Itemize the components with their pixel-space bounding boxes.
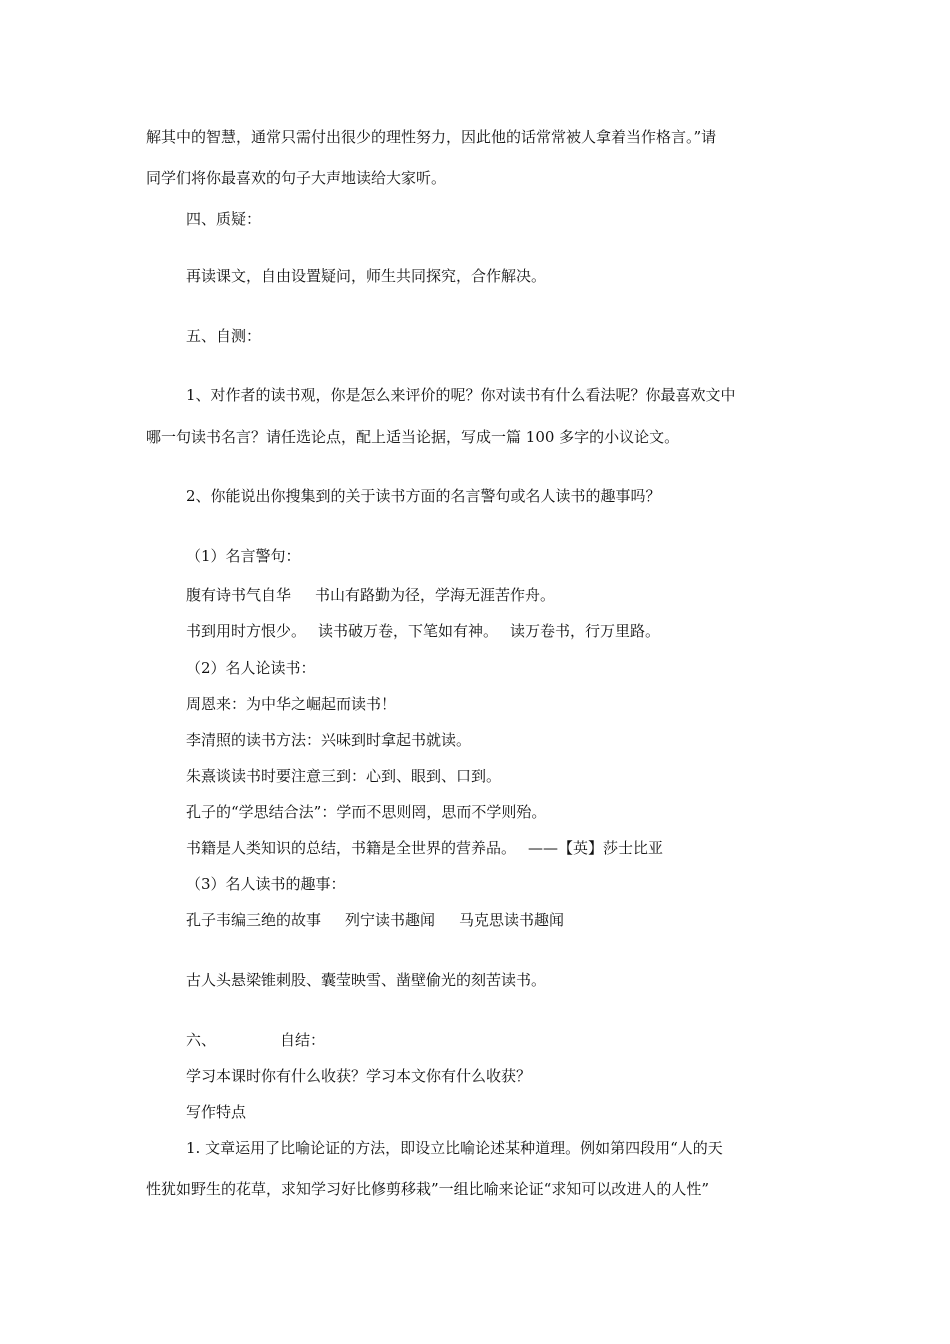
question-1-line1: 1、对作者的读书观，你是怎么来评价的呢？你对读书有什么看法呢？你最喜欢文中 [186,386,736,404]
story-row [186,910,564,930]
story-item: 孔子韦编三绝的故事 [186,911,322,929]
quote-text: 书籍是人类知识的总结，书籍是全世界的营养品。 [186,839,517,857]
quote-row-2 [186,621,660,641]
section-heading-5: 五、自测： [186,327,262,345]
story-item: 列宁读书趣闻 [345,911,436,929]
section-title: 自结： [280,1031,326,1049]
famous-quote: 朱熹谈读书时要注意三到：心到、眼到、口到。 [186,767,502,785]
quote-item: 读万卷书，行万里路。 [510,622,661,640]
paragraph-line: 解其中的智慧，通常只需付出很少的理性努力，因此他的话常常被人拿着当作格言。”请 [146,128,717,146]
question-2: 2、你能说出你搜集到的关于读书方面的名言警句或名人读书的趣事吗？ [186,487,661,505]
section-body-4: 再读课文，自由设置疑问，师生共同探究，合作解决。 [186,267,547,285]
quote-item: 读书破万卷，下笔如有神。 [318,622,499,640]
section-heading-4: 四、质疑： [186,210,262,228]
quote-row-1 [186,585,555,605]
quote-item: 书到用时方恨少。 [186,622,307,640]
section-heading-6 [186,1030,325,1050]
writing-heading: 写作特点 [186,1103,247,1121]
quote-attribution: ——【英】莎士比亚 [528,839,664,857]
sub-heading-stories: （3）名人读书的趣事： [186,875,346,893]
quote-item: 腹有诗书气自华 [186,586,292,604]
section-number: 六、 [186,1031,217,1049]
famous-quote-shakespeare [186,838,663,858]
sub-heading-quotes: （1）名言警句： [186,547,301,565]
story-item: 马克思读书趣闻 [459,911,565,929]
famous-quote: 孔子的“学思结合法”：学而不思则罔，思而不学则殆。 [186,803,547,821]
famous-quote: 李清照的读书方法：兴味到时拿起书就读。 [186,731,472,749]
section-body-6: 学习本课时你有什么收获？学习本文你有什么收获？ [186,1067,532,1085]
quote-item: 书山有路勤为径，学海无涯苦作舟。 [315,586,556,604]
paragraph-line: 同学们将你最喜欢的句子大声地读给大家听。 [146,169,447,187]
question-1-line2: 哪一句读书名言？请任选论点，配上适当论据，写成一篇 100 多字的小议论文。 [146,428,680,446]
sub-heading-famous: （2）名人论读书： [186,659,316,677]
writing-point-1-line2: 性犹如野生的花草，求知学习好比修剪移栽”一组比喻来论证“求知可以改进人的人性” [146,1180,710,1198]
famous-quote: 周恩来：为中华之崛起而读书！ [186,695,397,713]
ancients-line: 古人头悬梁锥刺股、囊莹映雪、凿壁偷光的刻苦读书。 [186,971,547,989]
writing-point-1-line1: 1. 文章运用了比喻论证的方法，即设立比喻论述某种道理。例如第四段用“人的天 [186,1139,723,1157]
